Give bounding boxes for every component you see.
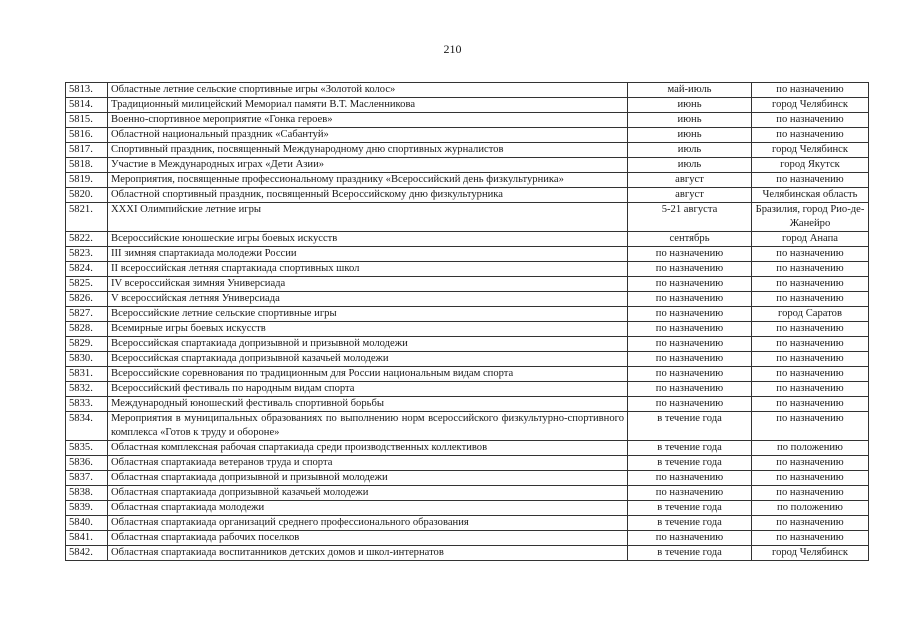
table-row — [66, 277, 869, 292]
table-row — [66, 173, 869, 188]
event-name-cell: Всероссийские юношеские игры боевых искусств — [108, 232, 628, 247]
event-place-cell: по назначению — [752, 516, 869, 531]
event-place-cell: по положению — [752, 441, 869, 456]
event-name-cell: Всероссийский фестиваль по народным видам спорта — [108, 382, 628, 397]
row-number-cell: 5825. — [66, 277, 108, 292]
event-place-cell: город Челябинск — [752, 98, 869, 113]
table-row — [66, 113, 869, 128]
event-place-cell: по назначению — [752, 471, 869, 486]
table-row — [66, 307, 869, 322]
row-number-cell: 5823. — [66, 247, 108, 262]
table-row — [66, 203, 869, 232]
event-name-cell: Участие в Международных играх «Дети Азии» — [108, 158, 628, 173]
event-date-cell: по назначению — [628, 292, 752, 307]
row-number-cell: 5842. — [66, 546, 108, 561]
event-name-cell: Всемирные игры боевых искусств — [108, 322, 628, 337]
row-number-cell: 5828. — [66, 322, 108, 337]
row-number-cell: 5840. — [66, 516, 108, 531]
row-number-cell: 5813. — [66, 83, 108, 98]
row-number-cell: 5822. — [66, 232, 108, 247]
event-name-cell: Областная спартакиада допризывной и призывной молодежи — [108, 471, 628, 486]
event-name-cell: Областная комплексная рабочая спартакиада среди производственных коллективов — [108, 441, 628, 456]
table-row — [66, 352, 869, 367]
event-name-cell: Областная спартакиада молодежи — [108, 501, 628, 516]
event-name-cell: Областной спортивный праздник, посвященный Всероссийскому дню физкультурника — [108, 188, 628, 203]
event-place-cell: по назначению — [752, 277, 869, 292]
table-row — [66, 292, 869, 307]
table-row — [66, 128, 869, 143]
page-number: 210 — [443, 42, 462, 56]
event-date-cell: по назначению — [628, 307, 752, 322]
event-place-cell: по назначению — [752, 486, 869, 501]
event-place-cell: по назначению — [752, 83, 869, 98]
event-name-cell: IV всероссийская зимняя Универсиада — [108, 277, 628, 292]
row-number-cell: 5835. — [66, 441, 108, 456]
table-row — [66, 367, 869, 382]
event-date-cell: по назначению — [628, 247, 752, 262]
event-date-cell: в течение года — [628, 546, 752, 561]
event-date-cell: июль — [628, 158, 752, 173]
event-name-cell: Всероссийские соревнования по традиционным для России национальным видам спорта — [108, 367, 628, 382]
event-name-cell: Всероссийская спартакиада допризывной и призывной молодежи — [108, 337, 628, 352]
event-name-cell: Всероссийские летние сельские спортивные игры — [108, 307, 628, 322]
row-number-cell: 5830. — [66, 352, 108, 367]
event-date-cell: июнь — [628, 128, 752, 143]
event-date-cell: по назначению — [628, 337, 752, 352]
event-name-cell: Областная спартакиада организаций среднего профессионального образования — [108, 516, 628, 531]
event-name-cell: Областная спартакиада воспитанников детских домов и школ-интернатов — [108, 546, 628, 561]
events-table — [65, 82, 869, 561]
event-place-cell: по назначению — [752, 173, 869, 188]
event-date-cell: в течение года — [628, 501, 752, 516]
row-number-cell: 5816. — [66, 128, 108, 143]
event-place-cell: по назначению — [752, 412, 869, 441]
table-row — [66, 143, 869, 158]
event-date-cell: по назначению — [628, 322, 752, 337]
event-date-cell: август — [628, 188, 752, 203]
table-row — [66, 382, 869, 397]
event-place-cell: Челябинская область — [752, 188, 869, 203]
event-name-cell: Областные летние сельские спортивные игры «Золотой колос» — [108, 83, 628, 98]
event-name-cell: Областная спартакиада ветеранов труда и спорта — [108, 456, 628, 471]
event-place-cell: город Анапа — [752, 232, 869, 247]
row-number-cell: 5824. — [66, 262, 108, 277]
event-date-cell: 5-21 августа — [628, 203, 752, 232]
event-name-cell: III зимняя спартакиада молодежи России — [108, 247, 628, 262]
event-name-cell: Спортивный праздник, посвященный Международному дню спортивных журналистов — [108, 143, 628, 158]
row-number-cell: 5836. — [66, 456, 108, 471]
event-place-cell: по назначению — [752, 337, 869, 352]
event-name-cell: Областная спартакиада допризывной казачьей молодежи — [108, 486, 628, 501]
table-row — [66, 232, 869, 247]
row-number-cell: 5839. — [66, 501, 108, 516]
event-place-cell: город Челябинск — [752, 143, 869, 158]
event-date-cell: в течение года — [628, 412, 752, 441]
event-place-cell: по назначению — [752, 322, 869, 337]
table-row — [66, 546, 869, 561]
row-number-cell: 5820. — [66, 188, 108, 203]
table-row — [66, 486, 869, 501]
event-name-cell: Областной национальный праздник «Сабантуй» — [108, 128, 628, 143]
event-name-cell: Международный юношеский фестиваль спортивной борьбы — [108, 397, 628, 412]
event-date-cell: в течение года — [628, 456, 752, 471]
event-place-cell: по назначению — [752, 128, 869, 143]
row-number-cell: 5818. — [66, 158, 108, 173]
event-date-cell: июнь — [628, 113, 752, 128]
event-name-cell: Традиционный милицейский Мемориал памяти В.Т. Масленникова — [108, 98, 628, 113]
row-number-cell: 5829. — [66, 337, 108, 352]
event-date-cell: в течение года — [628, 441, 752, 456]
table-row — [66, 188, 869, 203]
table-row — [66, 456, 869, 471]
row-number-cell: 5821. — [66, 203, 108, 232]
table-row — [66, 412, 869, 441]
table-row — [66, 98, 869, 113]
row-number-cell: 5815. — [66, 113, 108, 128]
event-place-cell: по назначению — [752, 292, 869, 307]
table-row — [66, 158, 869, 173]
event-date-cell: по назначению — [628, 397, 752, 412]
table-row — [66, 262, 869, 277]
event-date-cell: по назначению — [628, 471, 752, 486]
event-name-cell: Военно-спортивное мероприятие «Гонка героев» — [108, 113, 628, 128]
row-number-cell: 5819. — [66, 173, 108, 188]
table-row — [66, 337, 869, 352]
row-number-cell: 5838. — [66, 486, 108, 501]
row-number-cell: 5831. — [66, 367, 108, 382]
row-number-cell: 5827. — [66, 307, 108, 322]
event-place-cell: по назначению — [752, 531, 869, 546]
event-name-cell: II всероссийская летняя спартакиада спортивных школ — [108, 262, 628, 277]
event-date-cell: по назначению — [628, 352, 752, 367]
event-place-cell: Бразилия, город Рио-де-Жанейро — [752, 203, 869, 232]
event-place-cell: по назначению — [752, 456, 869, 471]
table-row — [66, 471, 869, 486]
event-date-cell: август — [628, 173, 752, 188]
event-place-cell: город Саратов — [752, 307, 869, 322]
row-number-cell: 5826. — [66, 292, 108, 307]
table-row — [66, 322, 869, 337]
event-name-cell: Мероприятия, посвященные профессиональному празднику «Всероссийский день физкультурника» — [108, 173, 628, 188]
table-row — [66, 501, 869, 516]
event-place-cell: по назначению — [752, 262, 869, 277]
event-name-cell: XXXI Олимпийские летние игры — [108, 203, 628, 232]
row-number-cell: 5814. — [66, 98, 108, 113]
event-place-cell: по назначению — [752, 113, 869, 128]
event-date-cell: по назначению — [628, 531, 752, 546]
table-row — [66, 516, 869, 531]
event-date-cell: по назначению — [628, 486, 752, 501]
event-place-cell: по назначению — [752, 247, 869, 262]
event-date-cell: июль — [628, 143, 752, 158]
row-number-cell: 5837. — [66, 471, 108, 486]
row-number-cell: 5841. — [66, 531, 108, 546]
events-table-body — [66, 83, 869, 561]
event-place-cell: по назначению — [752, 382, 869, 397]
table-row — [66, 531, 869, 546]
row-number-cell: 5817. — [66, 143, 108, 158]
table-row — [66, 441, 869, 456]
event-name-cell: V всероссийская летняя Универсиада — [108, 292, 628, 307]
event-name-cell: Областная спартакиада рабочих поселков — [108, 531, 628, 546]
table-row — [66, 247, 869, 262]
event-place-cell: по назначению — [752, 397, 869, 412]
table-row — [66, 83, 869, 98]
event-date-cell: июнь — [628, 98, 752, 113]
event-date-cell: в течение года — [628, 516, 752, 531]
event-name-cell: Всероссийская спартакиада допризывной казачьей молодежи — [108, 352, 628, 367]
event-place-cell: город Якутск — [752, 158, 869, 173]
event-name-cell: Мероприятия в муниципальных образованиях по выполнению норм всероссийского физкультурно-спортивного комплекса «Готов к труду и обороне» — [108, 412, 628, 441]
row-number-cell: 5832. — [66, 382, 108, 397]
table-row — [66, 397, 869, 412]
event-place-cell: город Челябинск — [752, 546, 869, 561]
row-number-cell: 5834. — [66, 412, 108, 441]
event-date-cell: по назначению — [628, 277, 752, 292]
event-date-cell: по назначению — [628, 382, 752, 397]
event-place-cell: по назначению — [752, 367, 869, 382]
event-place-cell: по положению — [752, 501, 869, 516]
event-date-cell: сентябрь — [628, 232, 752, 247]
event-date-cell: по назначению — [628, 367, 752, 382]
event-date-cell: май-июль — [628, 83, 752, 98]
event-place-cell: по назначению — [752, 352, 869, 367]
event-date-cell: по назначению — [628, 262, 752, 277]
row-number-cell: 5833. — [66, 397, 108, 412]
